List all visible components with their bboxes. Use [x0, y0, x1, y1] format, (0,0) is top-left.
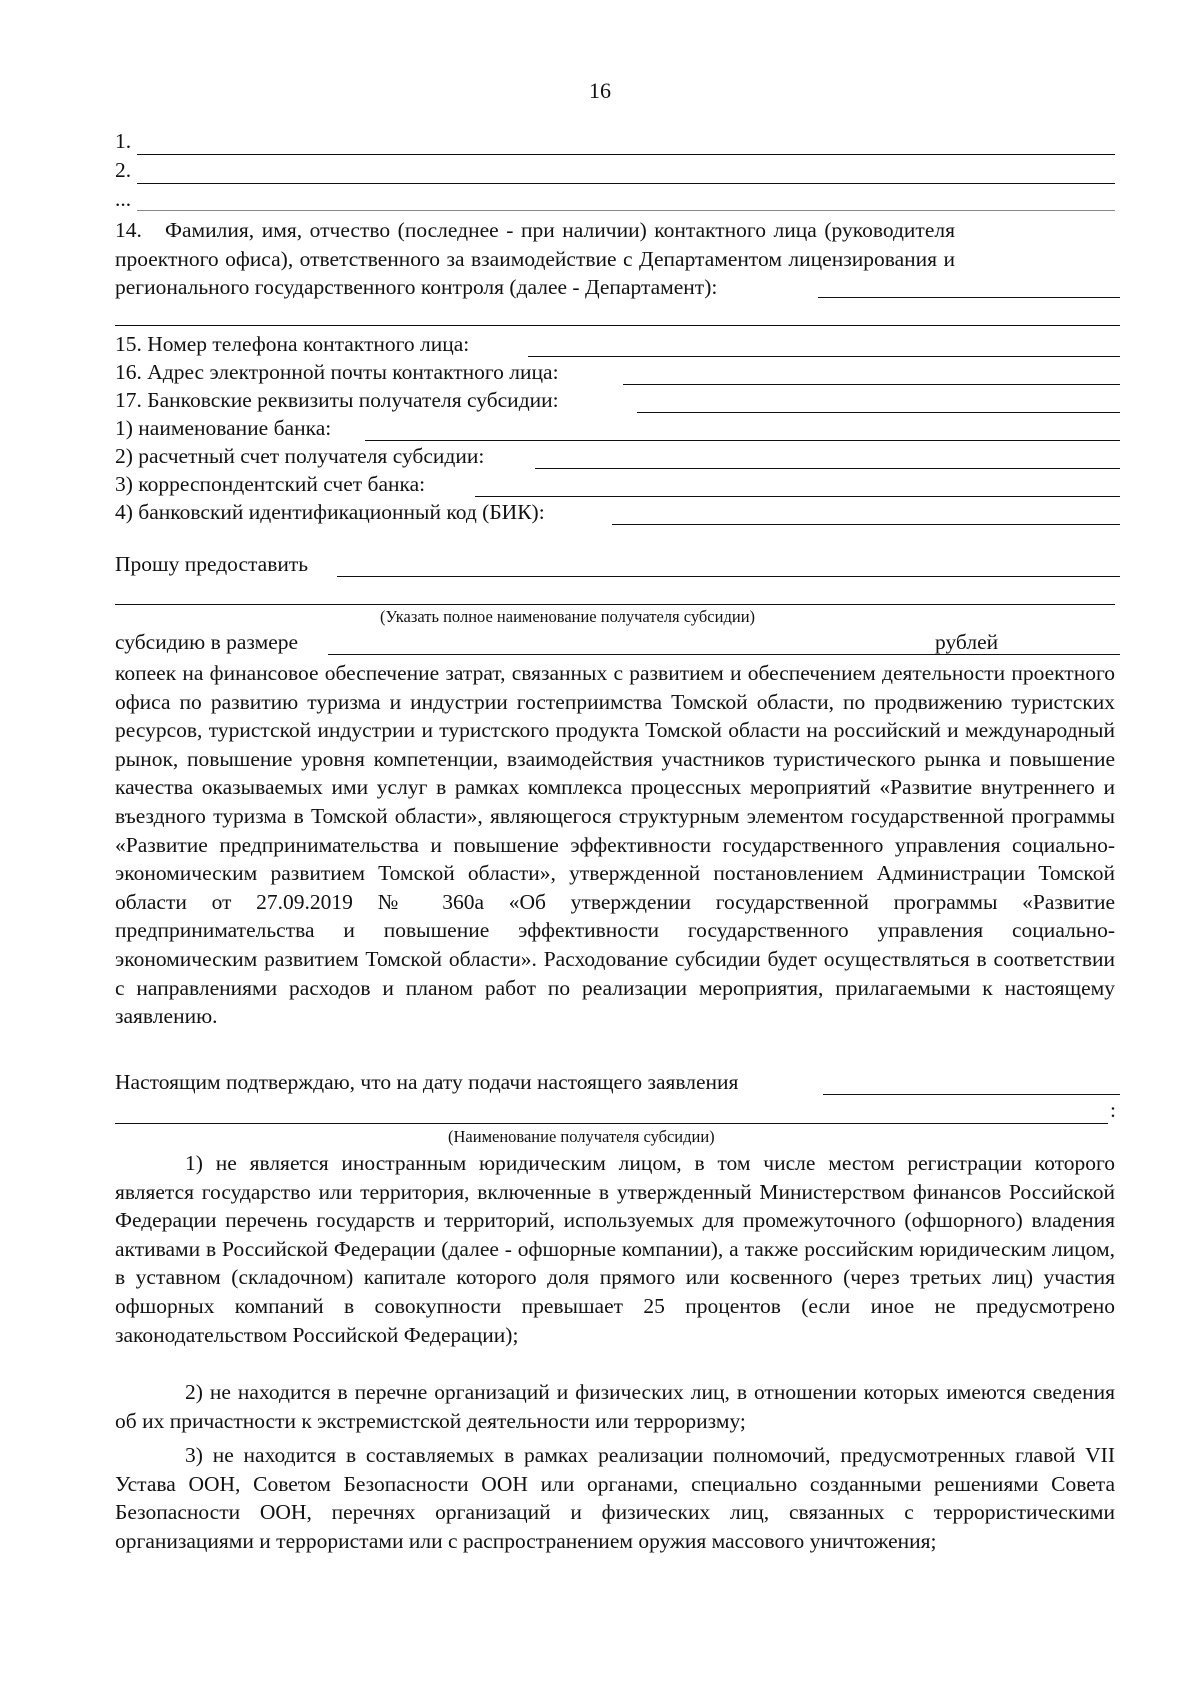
confirm-label: Настоящим подтверждаю, что на дату подачи настоящего заявления	[115, 1070, 739, 1094]
list-ellipsis: ...	[115, 187, 132, 211]
contact-person-paragraph	[115, 216, 955, 302]
list-item-more-line[interactable]	[137, 210, 1115, 211]
recipient-name-field[interactable]	[337, 576, 1120, 577]
list-item-number: 2.	[115, 158, 132, 182]
amount-label: субсидию в размере	[115, 630, 299, 654]
confirm-row	[115, 1069, 1115, 1097]
account-label: 2) расчетный счет получателя субсидии:	[115, 444, 485, 468]
corr-account-label: 3) корреспондентский счет банка:	[115, 472, 426, 496]
list-item-more	[115, 186, 1115, 214]
email-label: 16. Адрес электронной почты контактного лица:	[115, 360, 559, 384]
confirm-colon: :	[1110, 1098, 1116, 1122]
amount-kopecks-field[interactable]	[1010, 654, 1120, 655]
amount-rubles-field[interactable]	[328, 654, 1028, 655]
corr-account-row	[115, 471, 1115, 499]
phone-field[interactable]	[528, 356, 1120, 357]
list-item-2-line[interactable]	[137, 183, 1115, 184]
list-item-2	[115, 157, 1115, 185]
list-item-1-line[interactable]	[137, 154, 1115, 155]
email-field[interactable]	[623, 384, 1120, 385]
bank-name-label: 1) наименование банка:	[115, 416, 332, 440]
account-row	[115, 443, 1115, 471]
bik-row	[115, 499, 1115, 527]
subsidy-purpose-paragraph: копеек на финансовое обеспечение затрат, связанных с развитием и обеспечением деятельности проектного офиса по развитию туризма и индустрии гостеприимства Томской области, по продвижению туристских ресурсов, туристской индустрии и туристского продукта Томской области на российский и международный рынок, повышение уровня компетенции, взаимодействия участников туристического рынка и повышение качества оказываемых ими услуг в рамках комплекса процессных мероприятий «Развитие внутреннего и въездного туризма в Томской области», являющегося структурным элементом государственной программы «Развитие предпринимательства и повышение эффективности государственного управления социально-экономическим развитием Томской области», утвержденной постановлением Администрации Томской области от 27.09.2019 № 360а «Об утверждении государственной программы «Развитие предпринимательства и повышение эффективности государственного управления социально-экономическим развитием Томской области». Расходование субсидии будет осуществляться в соответствии с направлениями расходов и планом работ по реализации мероприятия, прилагаемыми к настоящему заявлению.	[115, 661, 1115, 1029]
page-number: 16	[589, 78, 611, 103]
confirm-point-2: 2) не находится в перечне организаций и физических лиц, в отношении которых имеются сведения об их причастности к экстремистской деятельности или терроризму;	[115, 1380, 1115, 1433]
list-item-1	[115, 128, 1115, 156]
corr-account-field[interactable]	[475, 496, 1120, 497]
confirm-point-1: 1) не является иностранным юридическим лицом, в том числе местом регистрации которого является государство или территория, включенные в утвержденный Министерством финансов Российской Федерации перечень государств и территорий, используемых для промежуточного (офшорного) владения активами в Российской Федерации (далее - офшорные компании), а также российским юридическим лицом, в уставном (складочном) капитале которого доля прямого или косвенного (через третьих лиц) участия офшорных компаний в совокупности превышает 25 процентов (если иное не предусмотрено законодательством Российской Федерации);	[115, 1151, 1115, 1347]
bik-label: 4) банковский идентификационный код (БИК):	[115, 500, 545, 524]
recipient-name-line-2[interactable]	[115, 604, 1115, 605]
confirm-point-3: 3) не находится в составляемых в рамках реализации полномочий, предусмотренных главой VII Устава ООН, Советом Безопасности ООН или органами, специально созданными решениями Совета Безопасности ООН, перечнях организаций и физических лиц, связанных с террористическими организациями и террористами или с распространением оружия массового уничтожения;	[115, 1443, 1115, 1553]
confirm-field[interactable]	[823, 1094, 1120, 1095]
list-item-number: 1.	[115, 129, 132, 153]
bank-details-label: 17. Банковские реквизиты получателя субсидии:	[115, 388, 559, 412]
contact-person-line-2[interactable]	[115, 325, 1120, 326]
rubles-label: рублей	[935, 630, 999, 654]
confirm-line-2[interactable]	[115, 1123, 1108, 1124]
recipient-caption: (Указать полное наименование получателя субсидии)	[380, 607, 756, 626]
confirm-caption: (Наименование получателя субсидии)	[448, 1127, 715, 1146]
item14-number: 14.	[115, 218, 142, 242]
bank-name-row	[115, 415, 1115, 443]
account-field[interactable]	[535, 468, 1120, 469]
amount-row	[115, 629, 1115, 657]
request-label: Прошу предоставить	[115, 552, 309, 576]
email-row	[115, 359, 1115, 387]
phone-row	[115, 331, 1115, 359]
bank-details-row	[115, 387, 1115, 415]
item14-text: Фамилия, имя, отчество (последнее - при наличии) контактного лица (руководителя проектного офиса), ответственного за взаимодействие с Департаментом лицензирования и регионального государственного контроля (далее - Департамент):	[115, 218, 955, 300]
bik-field[interactable]	[612, 524, 1120, 525]
phone-label: 15. Номер телефона контактного лица:	[115, 332, 470, 356]
contact-person-line-1[interactable]	[818, 297, 1120, 298]
bank-name-field[interactable]	[365, 440, 1120, 441]
bank-details-field[interactable]	[637, 412, 1120, 413]
request-row	[115, 551, 1115, 579]
